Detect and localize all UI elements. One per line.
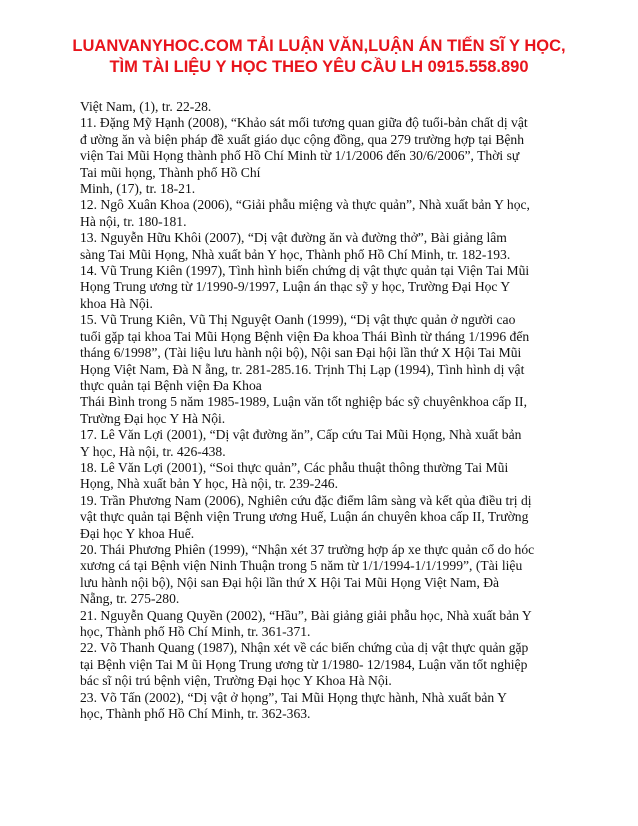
banner-line-1: LUANVANYHOC.COM TẢI LUẬN VĂN,LUẬN ÁN TIẾN SĨ Y HỌC,: [72, 37, 566, 55]
text-line: Y học, Hà nội, tr. 426-438.: [80, 443, 226, 459]
text-line: học, Thành phố Hồ Chí Minh, tr. 362-363.: [80, 706, 311, 722]
text-line: Nẵng, tr. 275-280.: [80, 591, 180, 607]
text-line: xương cá tại Bệnh viện Ninh Thuận trong 5 năm từ 1/1/1994-1/1/1999”, (Tài liệu: [80, 558, 523, 574]
text-line: 23. Võ Tấn (2002), “Dị vật ở họng”, Tai Mũi Họng thực hành, Nhà xuất bản Y: [80, 689, 507, 705]
text-line: 22. Võ Thanh Quang (1987), Nhận xét về các biến chứng của dị vật thực quản gặp: [80, 640, 529, 656]
text-line: sàng Tai Mũi Họng, Nhà xuất bản Y học, Thành phố Hồ Chí Minh, tr. 182-193.: [80, 246, 511, 262]
text-line: 13. Nguyễn Hữu Khôi (2007), “Dị vật đường ăn và đường thở”, Bài giảng lâm: [80, 230, 507, 246]
text-line: 20. Thái Phương Phiên (1999), “Nhận xét 37 trường hợp áp xe thực quản cổ do hóc: [80, 541, 535, 557]
text-line: 17. Lê Văn Lợi (2001), “Dị vật đường ăn”, Cấp cứu Tai Mũi Họng, Nhà xuất bản: [80, 427, 522, 443]
text-line: vật thực quản tại Bệnh viện Trung ương Huế, Luận án chuyên khoa cấp II, Trường: [80, 509, 529, 525]
text-line: 21. Nguyễn Quang Quyền (2002), “Hầu”, Bài giảng giải phẫu học, Nhà xuất bản Y: [80, 607, 532, 623]
header-banner: [0, 36, 638, 78]
text-line: Hà nội, tr. 180-181.: [80, 213, 187, 229]
text-line: tháng 6/1998”, (Tài liệu lưu hành nội bộ), Nội san Đại hội lần thứ X Hội Tai Mũi: [80, 345, 522, 361]
text-line: Đại học Y khoa Huế.: [80, 525, 195, 541]
text-line: Trường Đại học Y Hà Nội.: [80, 410, 226, 426]
text-line: đ ường ăn và biện pháp đề xuất giáo dục cộng đồng, qua 279 trường hợp tại Bệnh: [80, 131, 525, 147]
text-line: Tai mũi họng, Thành phố Hồ Chí: [80, 164, 261, 180]
text-line: 15. Vũ Trung Kiên, Vũ Thị Nguyệt Oanh (1999), “Dị vật thực quản ở người cao: [80, 312, 516, 328]
text-line: tuổi gặp tại khoa Tai Mũi Họng Bệnh viện Đa khoa Thái Bình từ tháng 1/1996 đến: [80, 328, 530, 344]
text-line: học, Thành phố Hồ Chí Minh, tr. 361-371.: [80, 624, 311, 639]
text-line: Họng Trung ương từ 1/1990-9/1997, Luận án thạc sỹ y học, Trường Đại Học Y: [80, 279, 511, 295]
text-line: khoa Hà Nội.: [80, 295, 153, 311]
text-line: 18. Lê Văn Lợi (2001), “Soi thực quản”, Các phẫu thuật thông thường Tai Mũi: [80, 459, 509, 475]
text-line: Việt Nam, (1), tr. 22-28.: [80, 99, 212, 114]
banner-line-2: TÌM TÀI LIỆU Y HỌC THEO YÊU CẦU LH 0915.558.890: [109, 58, 529, 76]
text-line: 11. Đặng Mỹ Hạnh (2008), “Khảo sát mối tương quan giữa độ tuổi-bản chất dị vật: [80, 115, 528, 131]
text-line: Thái Bình trong 5 năm 1985-1989, Luận văn tốt nghiệp bác sỹ chuyênkhoa cấp II,: [80, 394, 527, 410]
text-line: 12. Ngô Xuân Khoa (2006), “Giải phẫu miệng và thực quản”, Nhà xuất bản Y học,: [80, 197, 530, 213]
text-line: lưu hành nội bộ), Nội san Đại hội lần thứ X Hội Tai Mũi Họng Việt Nam, Đà: [80, 574, 500, 590]
text-line: Họng, Nhà xuất bản Y học, Hà nội, tr. 239-246.: [80, 476, 338, 492]
text-line: thực quản tại Bệnh viện Đa Khoa: [80, 377, 262, 393]
text-line: tại Bệnh viện Tai M ũi Họng Trung ương từ 1/1980- 12/1984, Luận văn tốt nghiệp: [80, 656, 528, 672]
text-line: Họng Việt Nam, Đà N ẵng, tr. 281-285.16. Trịnh Thị Lạp (1994), Tình hình dị vật: [80, 361, 525, 377]
text-line: 14. Vũ Trung Kiên (1997), Tình hình biến chứng dị vật thực quản tại Viện Tai Mũi: [80, 263, 530, 279]
text-line: bác sĩ nội trú bệnh viện, Trường Đại học Y Khoa Hà Nội.: [80, 673, 392, 689]
text-line: viện Tai Mũi Họng thành phố Hồ Chí Minh từ 1/1/2006 đến 30/6/2006”, Thời sự: [80, 148, 520, 164]
text-line: Minh, (17), tr. 18-21.: [80, 181, 196, 197]
text-line: 19. Trần Phương Nam (2006), Nghiên cứu đặc điểm lâm sàng và kết qủa điều trị dị: [80, 492, 532, 508]
reference-list: [80, 99, 570, 722]
